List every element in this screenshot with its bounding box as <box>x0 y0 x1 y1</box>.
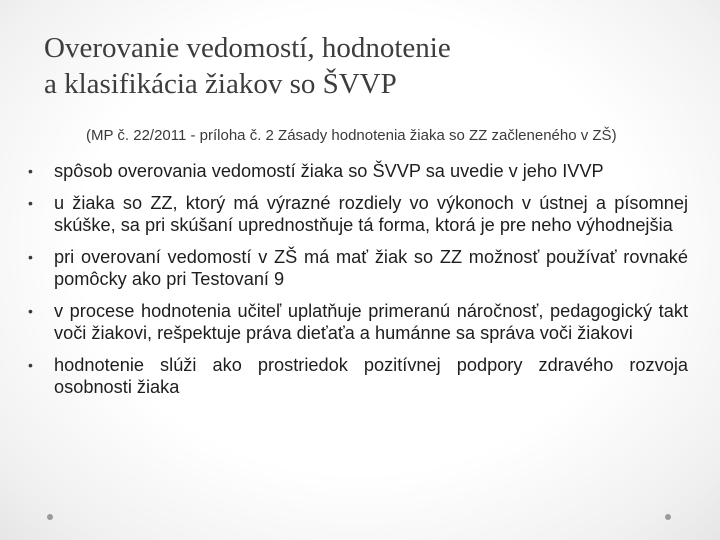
slide-title-line-1: Overovanie vedomostí, hodnotenie <box>44 32 451 64</box>
bullet-item <box>28 192 688 237</box>
bullet-text: hodnotenie slúži ako prostriedok pozitívnej podpory zdravého rozvoja osobnosti žiaka <box>54 354 688 397</box>
bullet-text: v procese hodnotenia učiteľ uplatňuje primeranú náročnosť, pedagogický takt voči žiakovi, rešpektuje práva dieťaťa a humánne sa správa voči žiakovi <box>54 300 688 343</box>
bullet-list <box>28 160 688 408</box>
bullet-text: spôsob overovania vedomostí žiaka so ŠVVP sa uvedie v jeho IVVP <box>54 161 604 181</box>
decorative-dot-left <box>47 514 53 520</box>
slide-subtitle: (MP č. 22/2011 - príloha č. 2 Zásady hodnotenia žiaka so ZZ začleneného v ZŠ) <box>86 127 617 144</box>
bullet-item <box>28 160 688 183</box>
slide-title-line-2: a klasifikácia žiakov so ŠVVP <box>44 68 397 100</box>
decorative-dot-right <box>665 514 671 520</box>
bullet-item <box>28 246 688 291</box>
bullet-text: pri overovaní vedomostí v ZŠ má mať žiak so ZZ možnosť používať rovnaké pomôcky ako pri Testovaní 9 <box>54 246 688 289</box>
bullet-item <box>28 300 688 345</box>
bullet-item <box>28 354 688 399</box>
bullet-text: u žiaka so ZZ, ktorý má výrazné rozdiely vo výkonoch v ústnej a písomnej skúške, sa pri skúšaní uprednostňuje tá forma, ktorá je pre neho výhodnejšia <box>54 192 688 235</box>
slide-title <box>44 30 684 102</box>
